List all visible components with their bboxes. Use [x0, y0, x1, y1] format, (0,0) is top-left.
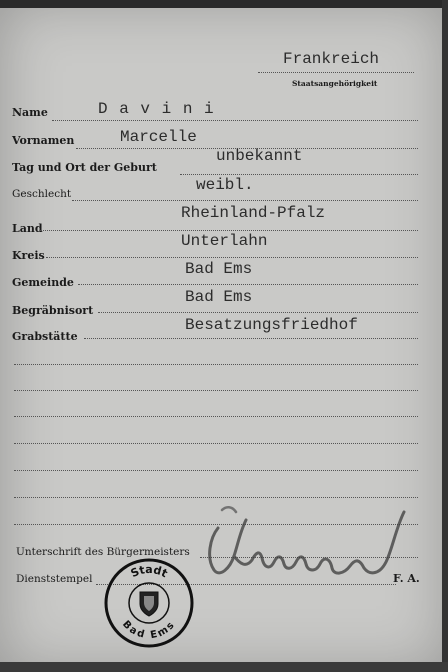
scan-edge-bottom — [0, 662, 448, 672]
blank-line — [14, 364, 418, 365]
birth-value: unbekannt — [216, 147, 303, 165]
municipality-line — [78, 284, 418, 285]
name-line — [52, 120, 418, 121]
stamp-bottom-text: Bad Ems — [120, 618, 178, 642]
municipality-value: Bad Ems — [185, 260, 253, 278]
birth-label: Tag und Ort der Geburt — [12, 161, 157, 174]
name-value: D a v i n i — [98, 100, 215, 118]
state-line — [40, 230, 418, 231]
initials: F. A. — [393, 572, 420, 585]
svg-text:Bad Ems — [120, 619, 178, 641]
stamp-top-text: Stadt — [128, 562, 170, 581]
given-names-value: Marcelle — [120, 128, 197, 146]
state-value: Rheinland-Pfalz — [181, 204, 326, 222]
blank-line — [14, 443, 418, 444]
scan-edge-right — [442, 0, 448, 672]
nationality-label: Staatsangehörigkeit — [292, 79, 378, 88]
burial-place-line — [98, 312, 418, 313]
burial-place-label: Begräbnisort — [12, 304, 94, 317]
nationality-line — [258, 72, 414, 73]
blank-line — [14, 390, 418, 391]
official-stamp — [104, 558, 194, 648]
blank-line — [14, 416, 418, 417]
grave-site-value: Besatzungsfriedhof — [185, 316, 358, 334]
coat-of-arms-icon — [140, 592, 158, 616]
mayor-signature — [200, 498, 420, 588]
blank-line — [14, 470, 418, 471]
name-label: Name — [12, 106, 48, 119]
nationality-value: Frankreich — [283, 50, 380, 68]
sex-value: weibl. — [196, 176, 254, 194]
state-label: Land — [12, 222, 43, 235]
official-stamp-label: Dienststempel — [16, 573, 93, 585]
district-line — [46, 257, 418, 258]
scan-edge-top — [0, 0, 448, 8]
grave-site-line — [84, 338, 418, 339]
birth-line — [180, 174, 418, 175]
burial-place-value: Bad Ems — [185, 288, 253, 306]
sex-label: Geschlecht — [12, 188, 72, 200]
grave-site-label: Grabstätte — [12, 330, 78, 343]
svg-text:Stadt — [129, 563, 170, 580]
municipality-label: Gemeinde — [12, 276, 74, 289]
mayor-signature-label: Unterschrift des Bürgermeisters — [16, 546, 190, 558]
district-value: Unterlahn — [181, 232, 268, 250]
given-names-label: Vornamen — [12, 134, 75, 147]
district-label: Kreis — [12, 249, 45, 262]
sex-line — [72, 200, 418, 201]
